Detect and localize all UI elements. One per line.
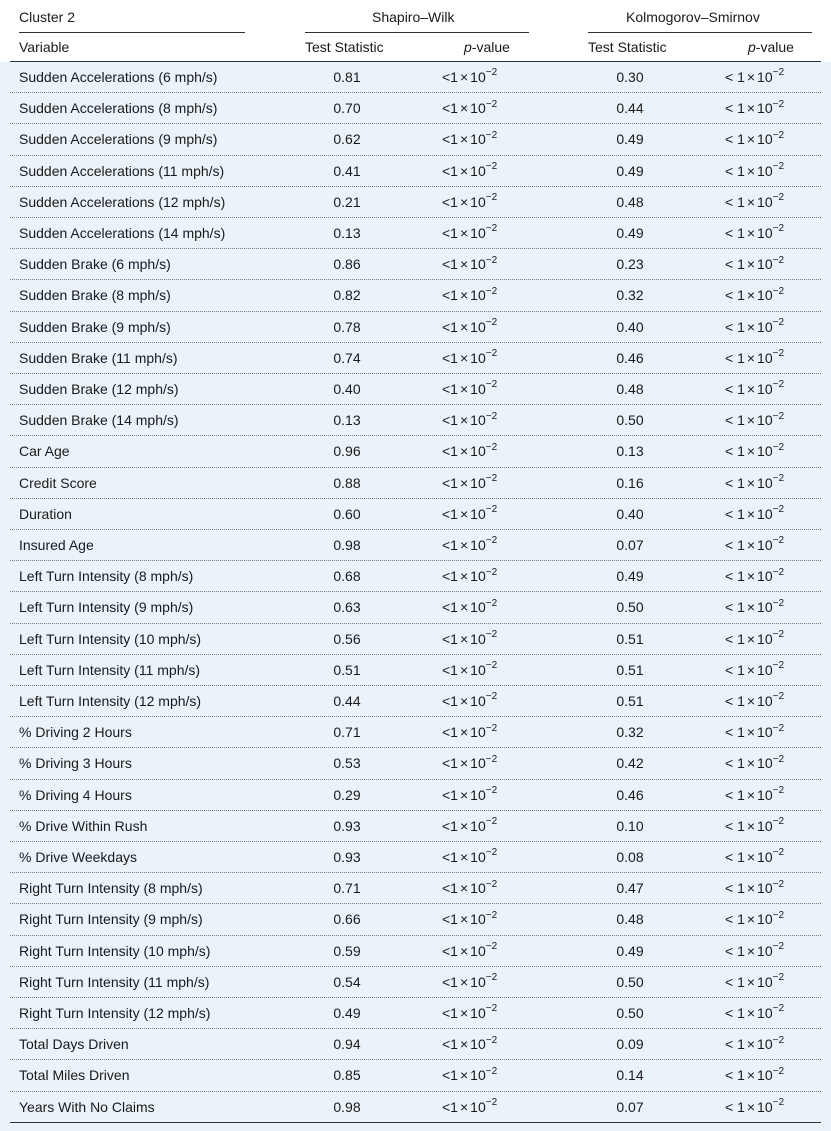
sw-test-statistic-cell: 0.86	[333, 256, 361, 273]
variable-cell: Left Turn Intensity (8 mph/s)	[19, 568, 194, 585]
ks-p-value-cell: < $1 \times 10^{-2}$	[725, 379, 785, 397]
sw-p-value-cell: $<1 \times 10^{-2}$	[442, 847, 498, 865]
variable-cell: Sudden Brake (8 mph/s)	[19, 287, 171, 304]
table-row	[0, 280, 831, 311]
variable-cell: Right Turn Intensity (12 mph/s)	[19, 1005, 211, 1021]
ks-test-statistic-cell: 0.48	[616, 911, 644, 928]
ks-test-statistic-cell: 0.50	[616, 412, 644, 429]
variable-cell: Sudden Brake (11 mph/s)	[19, 349, 178, 366]
ks-test-statistic-cell: 0.46	[616, 349, 644, 366]
sw-p-value-cell: $<1 \times 10^{-2}$	[442, 504, 498, 522]
ks-test-statistic-cell: 0.50	[616, 1005, 644, 1021]
sw-p-value-cell: $<1 \times 10^{-2}$	[442, 160, 498, 179]
ks-test-statistic-cell: 0.51	[616, 693, 644, 709]
ks-p-value-cell: < $1 \times 10^{-2}$	[725, 535, 785, 553]
ks-p-value-cell: < $1 \times 10^{-2}$	[725, 722, 785, 741]
ks-p-value-cell: < $1 \times 10^{-2}$	[725, 691, 785, 709]
ks-test-statistic-cell: 0.07	[616, 1098, 644, 1115]
ks-p-value-cell: < $1 \times 10^{-2}$	[725, 98, 785, 117]
ks-test-statistic-cell: 0.49	[616, 568, 644, 585]
sw-p-value-cell: $<1 \times 10^{-2}$	[442, 379, 498, 397]
ks-p-value-cell: < $1 \times 10^{-2}$	[725, 316, 785, 335]
sw-test-statistic-cell: 0.94	[333, 1036, 361, 1053]
table-row	[0, 904, 831, 935]
sw-p-value-cell: $<1 \times 10^{-2}$	[442, 129, 498, 148]
sw-test-statistic-cell: 0.93	[333, 849, 361, 865]
table-row	[0, 405, 831, 436]
variable-cell: % Drive Within Rush	[19, 817, 148, 834]
sw-p-value-cell: $<1 \times 10^{-2}$	[442, 753, 498, 772]
ks-p-value-cell: < $1 \times 10^{-2}$	[725, 660, 785, 678]
variable-cell: % Drive Weekdays	[19, 849, 138, 865]
table-row	[0, 748, 831, 779]
ks-test-statistic-cell: 0.44	[616, 100, 644, 117]
sw-test-statistic-cell: 0.21	[333, 193, 361, 210]
sw-test-statistic-cell: 0.44	[333, 693, 361, 709]
sw-p-value-cell: $<1 \times 10^{-2}$	[442, 223, 498, 241]
ks-test-statistic-cell: 0.14	[616, 1067, 644, 1084]
variable-cell: Right Turn Intensity (11 mph/s)	[19, 973, 210, 990]
variable-cell: Sudden Brake (9 mph/s)	[19, 318, 171, 335]
sw-test-statistic-cell: 0.70	[333, 100, 361, 117]
table-row	[0, 717, 831, 748]
ks-test-statistic-cell: 0.23	[616, 256, 644, 273]
sw-test-statistic-cell: 0.41	[333, 162, 361, 179]
ks-test-statistic-cell: 0.40	[616, 505, 644, 522]
variable-column-header: Variable	[19, 39, 70, 55]
ks-p-value-cell: < $1 \times 10^{-2}$	[725, 410, 785, 429]
sw-test-statistic-cell: 0.78	[333, 318, 361, 335]
variable-cell: Total Days Driven	[19, 1036, 129, 1053]
table-row	[0, 780, 831, 811]
variable-cell: Right Turn Intensity (8 mph/s)	[19, 880, 203, 897]
sw-p-value-cell: $<1 \times 10^{-2}$	[442, 1096, 498, 1115]
sw-test-statistic-header: Test Statistic	[305, 39, 384, 55]
table-row	[0, 998, 831, 1029]
sw-p-value-cell: $<1 \times 10^{-2}$	[442, 909, 498, 928]
ks-test-statistic-cell: 0.30	[616, 69, 644, 85]
table-row	[0, 530, 831, 561]
shapiro-wilk-group-header: Shapiro–Wilk	[372, 9, 455, 25]
ks-p-value-cell: < $1 \times 10^{-2}$	[725, 67, 785, 85]
table-row	[0, 249, 831, 280]
ks-test-statistic-cell: 0.08	[616, 849, 644, 865]
sw-p-value-header: p-value	[464, 39, 510, 55]
sw-p-value-cell: $<1 \times 10^{-2}$	[442, 878, 498, 897]
variable-cell: Sudden Brake (12 mph/s)	[19, 381, 179, 397]
table-row	[0, 624, 831, 655]
ks-test-statistic-cell: 0.49	[616, 131, 644, 148]
sw-p-value-cell: $<1 \times 10^{-2}$	[442, 1003, 498, 1021]
sw-test-statistic-cell: 0.71	[333, 724, 361, 741]
sw-test-statistic-cell: 0.54	[333, 973, 361, 990]
sw-p-value-cell: $<1 \times 10^{-2}$	[442, 972, 498, 990]
sw-test-statistic-cell: 0.62	[333, 131, 361, 148]
ks-p-value-header: p-value	[748, 39, 794, 55]
variable-cell: Sudden Accelerations (11 mph/s)	[19, 162, 225, 179]
table-row	[0, 842, 831, 873]
ks-test-statistic-cell: 0.50	[616, 599, 644, 616]
sw-test-statistic-cell: 0.98	[333, 1098, 361, 1115]
sw-test-statistic-cell: 0.56	[333, 630, 361, 647]
variable-cell: Sudden Accelerations (6 mph/s)	[19, 69, 218, 85]
ks-p-value-cell: < $1 \times 10^{-2}$	[725, 784, 785, 803]
table-row	[0, 811, 831, 842]
sw-test-statistic-cell: 0.60	[333, 505, 361, 522]
sw-test-statistic-cell: 0.29	[333, 786, 361, 803]
variable-cell: Total Miles Driven	[19, 1067, 130, 1084]
ks-test-statistic-cell: 0.49	[616, 225, 644, 241]
sw-test-statistic-cell: 0.85	[333, 1067, 361, 1084]
ks-test-statistic-cell: 0.48	[616, 381, 644, 397]
table-row	[0, 873, 831, 904]
ks-p-value-cell: < $1 \times 10^{-2}$	[725, 1034, 785, 1053]
variable-cell: Years With No Claims	[19, 1098, 155, 1115]
sw-test-statistic-cell: 0.93	[333, 817, 361, 834]
variable-cell: Sudden Accelerations (14 mph/s)	[19, 225, 226, 241]
ks-test-statistic-cell: 0.49	[616, 942, 644, 959]
ks-test-statistic-cell: 0.51	[616, 661, 644, 678]
kolmogorov-smirnov-group-header: Kolmogorov–Smirnov	[626, 9, 760, 25]
sw-test-statistic-cell: 0.74	[333, 349, 361, 366]
sw-p-value-cell: $<1 \times 10^{-2}$	[442, 410, 498, 429]
table-row	[0, 686, 831, 717]
variable-cell: Insured Age	[19, 537, 94, 553]
ks-test-statistic-cell: 0.40	[616, 318, 644, 335]
sw-test-statistic-cell: 0.63	[333, 599, 361, 616]
ks-p-value-cell: < $1 \times 10^{-2}$	[725, 254, 785, 273]
ks-test-statistic-cell: 0.49	[616, 162, 644, 179]
sw-test-statistic-cell: 0.82	[333, 287, 361, 304]
sw-test-statistic-cell: 0.40	[333, 381, 361, 397]
ks-test-statistic-cell: 0.47	[616, 880, 644, 897]
cluster-label: Cluster 2	[19, 9, 76, 25]
table-row	[0, 156, 831, 187]
ks-p-value-cell: < $1 \times 10^{-2}$	[725, 348, 785, 366]
ks-p-value-cell: < $1 \times 10^{-2}$	[725, 223, 785, 241]
table-row	[0, 1060, 831, 1091]
ks-p-value-cell: < $1 \times 10^{-2}$	[725, 1065, 785, 1084]
table-header	[0, 0, 831, 62]
ks-p-value-cell: < $1 \times 10^{-2}$	[725, 1096, 785, 1115]
sw-test-statistic-cell: 0.53	[333, 755, 361, 772]
sw-test-statistic-cell: 0.13	[333, 412, 361, 429]
sw-p-value-cell: $<1 \times 10^{-2}$	[442, 566, 498, 585]
sw-p-value-cell: $<1 \times 10^{-2}$	[442, 348, 498, 366]
sw-test-statistic-cell: 0.13	[333, 225, 361, 241]
shapiro-wilk-underline	[305, 32, 529, 33]
table-row	[0, 436, 831, 467]
sw-test-statistic-cell: 0.81	[333, 69, 361, 85]
sw-p-value-cell: $<1 \times 10^{-2}$	[442, 192, 498, 210]
variable-cell: % Driving 3 Hours	[19, 755, 132, 772]
ks-test-statistic-cell: 0.42	[616, 755, 644, 772]
variable-cell: Right Turn Intensity (10 mph/s)	[19, 942, 211, 959]
sw-p-value-cell: $<1 \times 10^{-2}$	[442, 316, 498, 335]
ks-test-statistic-header: Test Statistic	[588, 39, 667, 55]
sw-test-statistic-cell: 0.71	[333, 880, 361, 897]
sw-p-value-cell: $<1 \times 10^{-2}$	[442, 722, 498, 741]
variable-cell: Left Turn Intensity (11 mph/s)	[19, 661, 201, 678]
sw-test-statistic-cell: 0.98	[333, 537, 361, 553]
variable-cell: Sudden Accelerations (12 mph/s)	[19, 193, 226, 210]
table-row	[0, 1029, 831, 1060]
variable-cell: Sudden Accelerations (8 mph/s)	[19, 100, 218, 117]
variable-cell: Duration	[19, 505, 72, 522]
variable-cell: Sudden Brake (6 mph/s)	[19, 256, 171, 273]
table-row	[0, 1092, 831, 1123]
variable-cell: Left Turn Intensity (9 mph/s)	[19, 599, 194, 616]
variable-cell: Sudden Brake (14 mph/s)	[19, 412, 179, 429]
sw-p-value-cell: $<1 \times 10^{-2}$	[442, 98, 498, 117]
table-row	[0, 62, 831, 93]
sw-p-value-cell: $<1 \times 10^{-2}$	[442, 628, 498, 647]
sw-p-value-cell: $<1 \times 10^{-2}$	[442, 535, 498, 553]
ks-p-value-cell: < $1 \times 10^{-2}$	[725, 192, 785, 210]
sw-test-statistic-cell: 0.68	[333, 568, 361, 585]
sw-p-value-cell: $<1 \times 10^{-2}$	[442, 597, 498, 616]
ks-p-value-cell: < $1 \times 10^{-2}$	[725, 566, 785, 585]
ks-p-value-cell: < $1 \times 10^{-2}$	[725, 597, 785, 616]
sw-p-value-cell: $<1 \times 10^{-2}$	[442, 784, 498, 803]
ks-test-statistic-cell: 0.16	[616, 474, 644, 491]
variable-cell: Left Turn Intensity (12 mph/s)	[19, 693, 202, 709]
ks-p-value-cell: < $1 \times 10^{-2}$	[725, 129, 785, 148]
sw-p-value-cell: $<1 \times 10^{-2}$	[442, 1065, 498, 1084]
table-row	[0, 936, 831, 967]
ks-p-value-cell: < $1 \times 10^{-2}$	[725, 472, 785, 491]
ks-test-statistic-cell: 0.50	[616, 973, 644, 990]
sw-p-value-cell: $<1 \times 10^{-2}$	[442, 472, 498, 491]
ks-p-value-cell: < $1 \times 10^{-2}$	[725, 878, 785, 897]
variable-cell: Right Turn Intensity (9 mph/s)	[19, 911, 203, 928]
sw-p-value-cell: $<1 \times 10^{-2}$	[442, 441, 498, 460]
table-body	[0, 62, 831, 1131]
ks-p-value-cell: < $1 \times 10^{-2}$	[725, 285, 785, 304]
ks-p-value-cell: < $1 \times 10^{-2}$	[725, 1003, 785, 1021]
table-row	[0, 343, 831, 374]
sw-p-value-cell: $<1 \times 10^{-2}$	[442, 660, 498, 678]
ks-p-value-cell: < $1 \times 10^{-2}$	[725, 940, 785, 959]
sw-p-value-cell: $<1 \times 10^{-2}$	[442, 1034, 498, 1053]
sw-test-statistic-cell: 0.96	[333, 443, 361, 460]
ks-p-value-cell: < $1 \times 10^{-2}$	[725, 847, 785, 865]
variable-cell: Left Turn Intensity (10 mph/s)	[19, 630, 202, 647]
table-row	[0, 592, 831, 623]
sw-test-statistic-cell: 0.51	[333, 661, 361, 678]
ks-p-value-cell: < $1 \times 10^{-2}$	[725, 504, 785, 522]
sw-test-statistic-cell: 0.66	[333, 911, 361, 928]
ks-p-value-cell: < $1 \times 10^{-2}$	[725, 753, 785, 772]
ks-test-statistic-cell: 0.09	[616, 1036, 644, 1053]
variable-cell: Car Age	[19, 443, 70, 460]
table-bottom-rule	[10, 1122, 821, 1123]
sw-test-statistic-cell: 0.59	[333, 942, 361, 959]
ks-test-statistic-cell: 0.07	[616, 537, 644, 553]
ks-p-value-cell: < $1 \times 10^{-2}$	[725, 972, 785, 990]
ks-test-statistic-cell: 0.32	[616, 724, 644, 741]
sw-test-statistic-cell: 0.49	[333, 1005, 361, 1021]
sw-p-value-cell: $<1 \times 10^{-2}$	[442, 285, 498, 304]
ks-test-statistic-cell: 0.51	[616, 630, 644, 647]
ks-test-statistic-cell: 0.10	[616, 817, 644, 834]
table-row	[0, 468, 831, 499]
ks-p-value-cell: < $1 \times 10^{-2}$	[725, 816, 785, 834]
variable-cell: Sudden Accelerations (9 mph/s)	[19, 131, 218, 148]
sw-p-value-cell: $<1 \times 10^{-2}$	[442, 816, 498, 834]
table-row	[0, 561, 831, 592]
ks-test-statistic-cell: 0.48	[616, 193, 644, 210]
ks-test-statistic-cell: 0.13	[616, 443, 644, 460]
table-row	[0, 499, 831, 530]
sw-p-value-cell: $<1 \times 10^{-2}$	[442, 691, 498, 709]
table-row	[0, 312, 831, 343]
ks-test-statistic-cell: 0.32	[616, 287, 644, 304]
table-row	[0, 374, 831, 405]
ks-p-value-cell: < $1 \times 10^{-2}$	[725, 441, 785, 460]
sw-test-statistic-cell: 0.88	[333, 474, 361, 491]
table-row	[0, 218, 831, 249]
ks-p-value-cell: < $1 \times 10^{-2}$	[725, 628, 785, 647]
ks-p-value-cell: < $1 \times 10^{-2}$	[725, 909, 785, 928]
cluster-underline	[19, 32, 245, 33]
table-row	[0, 187, 831, 218]
table-row	[0, 655, 831, 686]
ks-p-value-cell: < $1 \times 10^{-2}$	[725, 160, 785, 179]
table-row	[0, 124, 831, 155]
sw-p-value-cell: $<1 \times 10^{-2}$	[442, 67, 498, 85]
variable-cell: % Driving 4 Hours	[19, 786, 132, 803]
kolmogorov-smirnov-underline	[588, 32, 812, 33]
table-row	[0, 93, 831, 124]
variable-cell: Credit Score	[19, 474, 97, 491]
table-row	[0, 967, 831, 998]
sw-p-value-cell: $<1 \times 10^{-2}$	[442, 254, 498, 273]
ks-test-statistic-cell: 0.46	[616, 786, 644, 803]
variable-cell: % Driving 2 Hours	[19, 724, 132, 741]
sw-p-value-cell: $<1 \times 10^{-2}$	[442, 940, 498, 959]
